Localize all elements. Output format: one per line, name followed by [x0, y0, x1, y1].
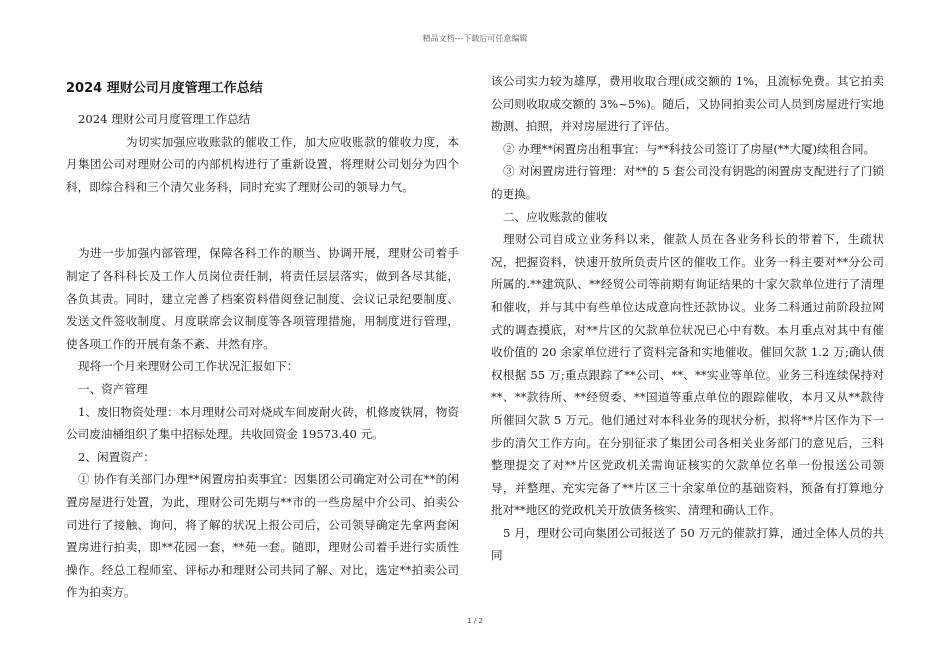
page-header: 精品文档---下载后可任意编辑	[422, 34, 528, 43]
page-number: 1 / 2	[467, 617, 483, 625]
intro-paragraph: 为切实加强应收账款的催收工作，加大应收账款的催收力度，本月集团公司对理财公司的内部机构进行了重新设置，将理财公司划分为四个科，即综合科和三个清欠业务科，同时充实了理财公司的领导力气。	[66, 134, 459, 194]
section-heading-receivables: 二、应收账款的催收	[503, 209, 608, 224]
lock-replacement-paragraph: ③ 对闲置房进行管理：对**的 5 套公司没有钥匙的闲置房支配进行了门锁的更换。	[491, 164, 884, 201]
idle-assets-heading: 2、闲置资产：	[78, 449, 155, 464]
receivables-paragraph: 理财公司自成立业务科以来，催款人员在各业务科长的带着下，生疏状况，把握资料，快速开放所负责片区的催收工作。业务一科主要对**分公司所属的.**建筑队、**经贸公司等前期有询证结果的十家欠款单位进行了清理和催收，并与其中有些单位达成意向性还款协议。业务二科通过前阶段拉网式的调查摸底，对**片区的欠款单位状况已心中有数。本月重点对其中有催收价值的 20 余家单位进行了资料完备和实地催收。催回欠款 1.2 万;确认债权根据 55 万;重点跟踪了**公司、**、**实业等单位。业务三科连续保持对**、**款待所、**经贸委、**国道等重点单位的跟踪催收，本月又从**款待所催回欠款 5 万元。他们通过对本科业务的现状分析，拟将**片区作为下一步的清欠工作方向。在分别征求了集团公司各相关业务部门的意见后，三科整理提交了对**片区党政机关需询证核实的欠款单位名单一份报送公司领导，并整理、充实完备了**片区三十余家单位的基础资料，预备有打算地分批对**地区的党政机关开放债务核实、清理和确认工作。	[491, 232, 884, 518]
management-paragraph: 为进一步加强内部管理，保障各科工作的顺当、协调开展，理财公司着手制定了各科科长及工作人员岗位责任制，将责任层层落实，做到各尽其能，各负其责。同时，建立完善了档案资料借阅登记制度、会议记录纪要制度、发送文件签收制度、月度联席会议制度等各项管理措施，用制度进行管理，使各项工作的开展有条不紊、井然有序。	[66, 246, 459, 351]
auction-continued-paragraph: 该公司实力较为雄厚，费用收取合理(成交额的 1%，且流标免费。其它拍卖公司则收取成交额的 3%~5%)。随后，又协同拍卖公司人员到房屋进行实地勘测、拍照，并对房屋进行了评估。	[491, 74, 884, 134]
rental-paragraph: ② 办理**闲置房出租事宜：与**科技公司签订了房屋(**大厦)续租合同。	[503, 141, 876, 156]
subtitle: 2024 理财公司月度管理工作总结	[78, 112, 251, 126]
auction-paragraph: ① 协作有关部门办理**闲置房拍卖事宜：因集团公司确定对公司在**的闲置房屋进行处置，为此，理财公司先期与**市的一些房屋中介公司、拍卖公司进行了接触、询问，将了解的状况上报公司后，公司领导确定先拿两套闲置房进行拍卖，即**花园一套，**苑一套。随即，理财公司着手进行实质性操作。经总工程师室、评标办和理财公司共同了解、对比，选定**拍卖公司作为拍卖方。	[66, 472, 459, 600]
may-plan-paragraph: 5 月，理财公司向集团公司报送了 50 万元的催款打算，通过全体人员的共同	[491, 525, 884, 563]
right-column	[491, 70, 884, 567]
waste-materials-paragraph: 1、废旧物资处理：本月理财公司对烧成车间废耐火砖，机修废铁屑，物资公司废油桶组织了集中招标处理。共收回资金 19573.40 元。	[66, 404, 459, 442]
section-heading-assets: 一、资产管理	[78, 381, 148, 396]
document-title: 2024 理财公司月度管理工作总结	[66, 81, 263, 96]
report-intro: 现将一个月来理财公司工作状况汇报如下：	[78, 359, 299, 374]
left-column	[66, 68, 459, 604]
